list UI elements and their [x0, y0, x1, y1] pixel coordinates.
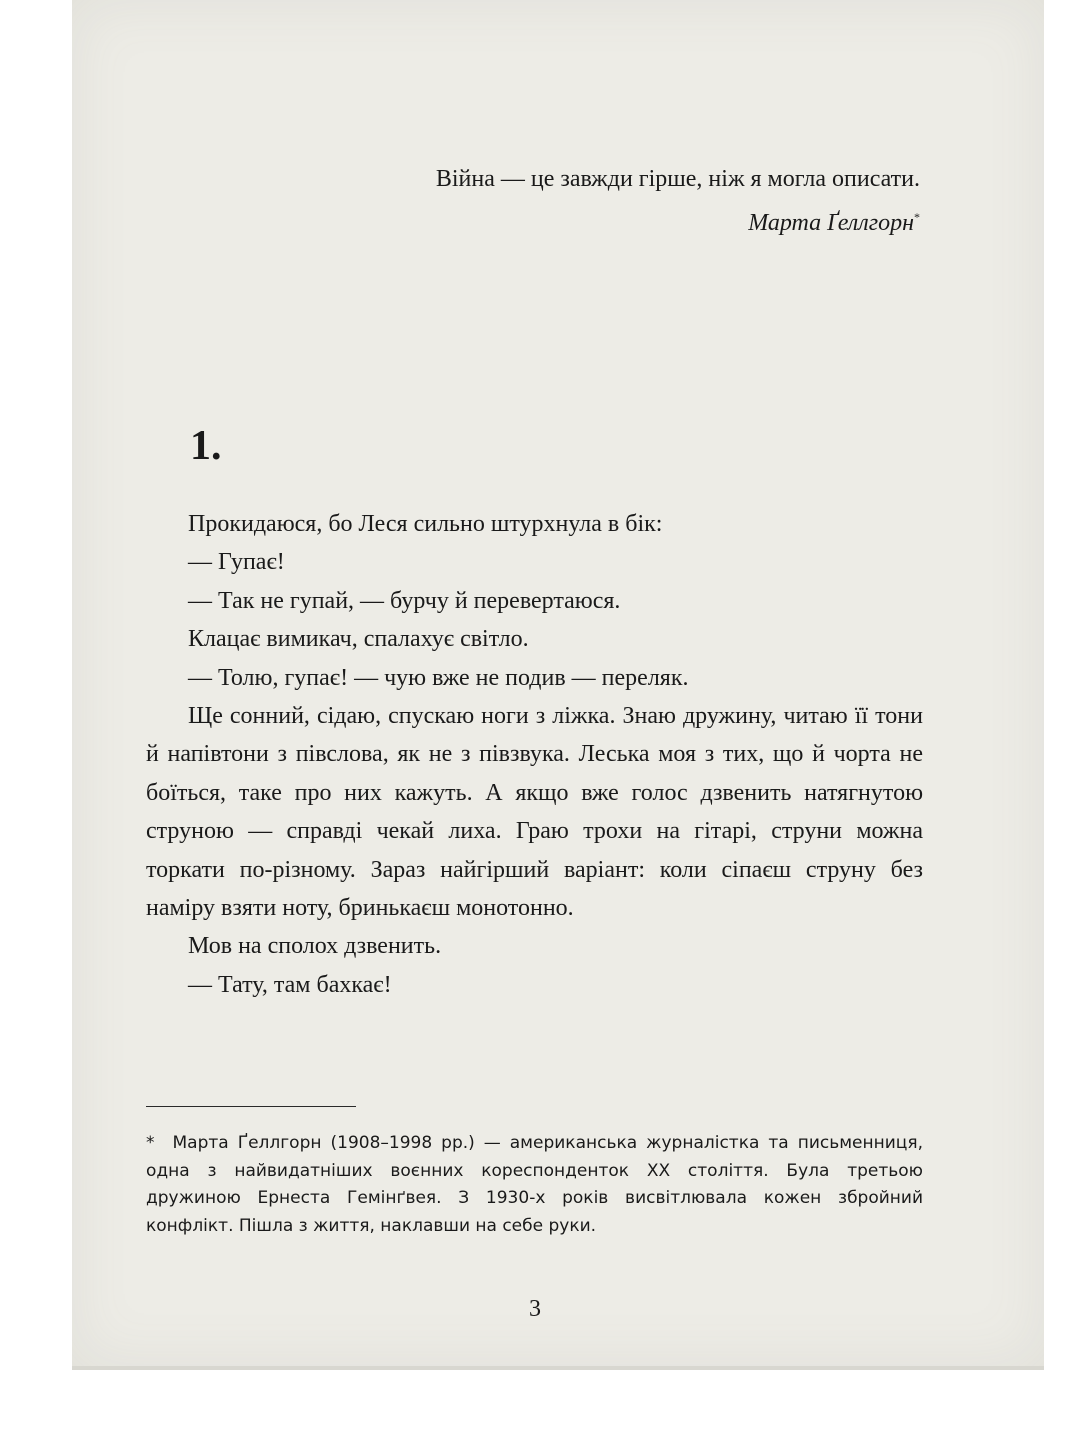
dialogue-line: — Тату, там бахкає! [188, 971, 392, 998]
paragraph: Мов на сполох дзвенить. [188, 933, 442, 960]
footnote-text: Марта Ґеллгорн (1908–1998 рр.) — американська журналістка та письменниця, одна з найвидатніших воєнних кореспонденток XX століття. Була третьою дружиною Ернеста Гемінґвея. З 1930-х років висвітлювала кожен збройний конфлікт. Пішла з життя, наклавши на себе руки. [146, 1133, 923, 1236]
dialogue-line: — Так не гупай, — бурчу й перевертаюся. [188, 587, 621, 614]
chapter-number: 1. [190, 423, 222, 469]
epigraph-attribution [150, 198, 920, 242]
dialogue-line: — Толю, гупає! — чую вже не подив — переляк. [188, 664, 689, 691]
page-bottom-edge [72, 1366, 1044, 1370]
footnote-divider [146, 1106, 356, 1107]
epigraph-quote: Війна — це завжди гірше, ніж я могла описати. [435, 166, 920, 192]
epigraph [150, 160, 920, 242]
page-number: 3 [529, 1296, 541, 1322]
paragraph: Клацає вимикач, спалахує світло. [188, 626, 529, 653]
footnote [146, 1130, 923, 1240]
paragraph: Прокидаюся, бо Леся сильно штурхнула в бік: [188, 511, 663, 537]
dialogue-line: — Гупає! [188, 549, 285, 576]
epigraph-footnote-mark: * [914, 210, 920, 224]
chapter-body [146, 505, 923, 1004]
footnote-mark: * [146, 1133, 155, 1153]
epigraph-author: Марта Ґеллгорн [748, 210, 914, 236]
paragraph: Ще сонний, сідаю, спускаю ноги з ліжка. Знаю дружину, читаю її тони й напівтони з півслова, як не з півзвука. Леська моя з тих, що й чорта не боїться, таке про них кажуть. А якщо вже голос дзвенить натягнутою струною — справді чекай лиха. Граю трохи на гітарі, струни можна торкати по-різному. Зараз найгірший варіант: коли сіпаєш струну без наміру взяти ноту, бринькаєш монотонно. [146, 703, 923, 922]
